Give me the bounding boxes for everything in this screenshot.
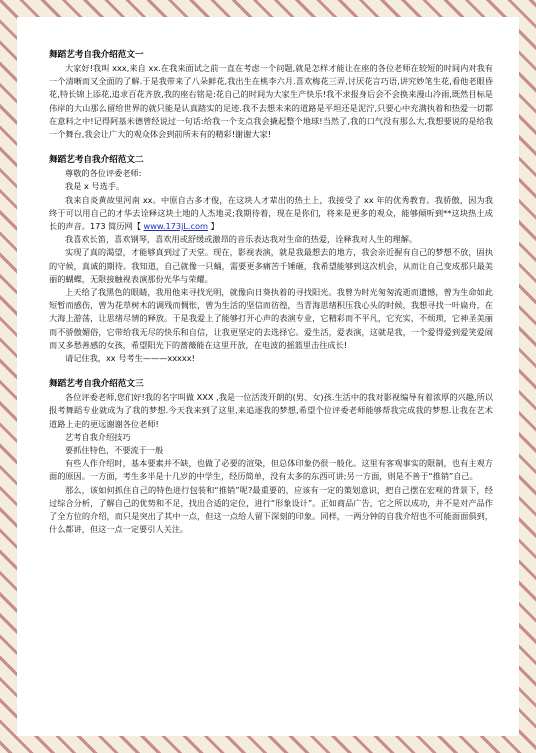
document-page [17, 17, 519, 736]
section-3 [49, 378, 493, 536]
paragraph: 有些人作介绍时，基本要素并不缺，也做了必要的渲染，但总体印象仍很一般化。这里有客观事实的限制，也有主观方面的原因。一方面，考生多半是十几岁的中学生，经历简单，没有太多的东西可讲;另一方面，则是不善于“推销”自己。 [49, 458, 493, 482]
paragraph: 我是 x 号选手。 [65, 181, 125, 192]
section-2 [49, 154, 493, 365]
section-title: 舞蹈艺考自我介绍范文三 [49, 379, 144, 390]
website-link[interactable]: www.173jL.com [143, 221, 209, 232]
section-title: 舞蹈艺考自我介绍范文一 [49, 50, 144, 60]
paragraph: 上天给了我黑色的眼睛，我用他来寻找光明，就像向日葵执着的寻找阳光。我曾为时光匆匆流逝而遗憾，曾为生命如此短暂而感伤，曾为花草树木的调残而惆怅，曾为生活的坚信而彷徨，当青海思绪积压我心头的时候，我想寻找一叶扁舟，在大海上游荡，让思绪尽情的释放。于是我爱上了能够打开心声的表演专业，它精彩而不平凡，它充实，不烦琐，它神圣美丽而不骄傲媚俗，它带给我无尽的快乐和自信，让我更坚定的去选择它。爱生活，爱表演，这就是我，一个爱得爱到爱笑爱闹而又多愁善感的女孩，希望阳光下的蔷薇能在这里开放，在电波的摇篮里击往成长! [49, 287, 493, 350]
paragraph: 大家好!我叫 xxx,来自 xx.在我来面试之前一直在考虑一个问题,就是怎样才能让在座的各位老师在较短的时间内对我有一个清晰而又全面的了解.于是我带来了八朵鲜花,我出生在桃李六月.喜欢梅花三弄,讨厌花言巧语,讲究妙笔生花,看他老眼昏花,特长锦上添花,追求百花齐放,我的座右铭是:花自己的时间为大家生产快乐!我不求报身后会不会换来漫山冷雨,既然目标是伟岸的大山那么留给世界的就只能是认真踏实的足迹.我不去想未来的道路是平坦还是泥泞,只要心中充满执着和热爱一切都在意料之中!记得阿基米德曾经说过一句话:给我一个支点我会撬起整个地球!当然了,我的口气没有那么大,我想要说的是给我一个舞台,我会让广大的观众体会到前所未有的精彩!谢谢大家! [49, 63, 493, 140]
paragraph: 各位评委老师,您们好!我的名字叫做 XXX ,我是一位活泼开朗的(男、女)孩.生活中的我对影视编导有着浓厚的兴趣,所以报考舞蹈专业就成为了我的梦想.今天我来到了这里,来追逐我的梦想,希望个位评委老师能够帮我完成我的梦想.让我在艺术道路上走的更远谢谢各位老师! [49, 392, 493, 429]
paragraph: 那么，该如何抓住自己的特色进行包装和“推销”呢?最重要的，应该有一定的策划意识，把自己摆在宏观的背景下，经过综合分析，了解自己的优势和不足，找出合适的定位，进行“形象设计”。正如商品广告，它之所以成功，并不是对产品作了全方位的介绍，而只是突出了其中一点，但这一点给人留下深刻的印象。同样，一两分钟的自我介绍也不可能面面俱到，什么都讲，但这一点一定要引人关注。 [49, 484, 493, 535]
paragraph: 我喜欢长笛，喜欢钢琴，喜欢用或舒缓或激昂的音乐表达我对生命的热爱，诠释我对人生的理解。 [65, 234, 418, 245]
section-title: 舞蹈艺考自我介绍范文二 [49, 155, 144, 166]
paragraph: 艺考自我介绍技巧 [65, 431, 131, 442]
paragraph: 实现了真的渴望，才能够真到过了天堂。现在，影视表演，就是我最想去的地方，我会亲近握有自己的梦想不放，固执的守候，真诚的期待。我知道，自己就像一只蛹，需要更多痛苦千锤砸，我希望能够到这次机会，从而让自己变成那只最美丽的蝴蝶，无限接触视表演那份光华与荣耀。 [49, 247, 493, 284]
paragraph: 尊敬的各位评委老师: [65, 168, 142, 179]
paragraph: 要抓住特色，不要流于一般 [65, 445, 164, 456]
paragraph: 我来自炎黄故里河南 xx。中原自古多才俊，在这块人才辈出的热土上，我接受了 xx 年的优秀教育。我骄傲，因为我终于可以用自己的才华去诠释这块土地的人杰地灵;我期待着，现在是你们，将来是更多的观众，能够倾听到**这块热土成长的声音。173 简历网【 www.173jL.com 】 [49, 194, 493, 232]
section-1 [49, 49, 493, 141]
paragraph: 请记住我，xx 号考生———xxxxx! [65, 353, 195, 364]
